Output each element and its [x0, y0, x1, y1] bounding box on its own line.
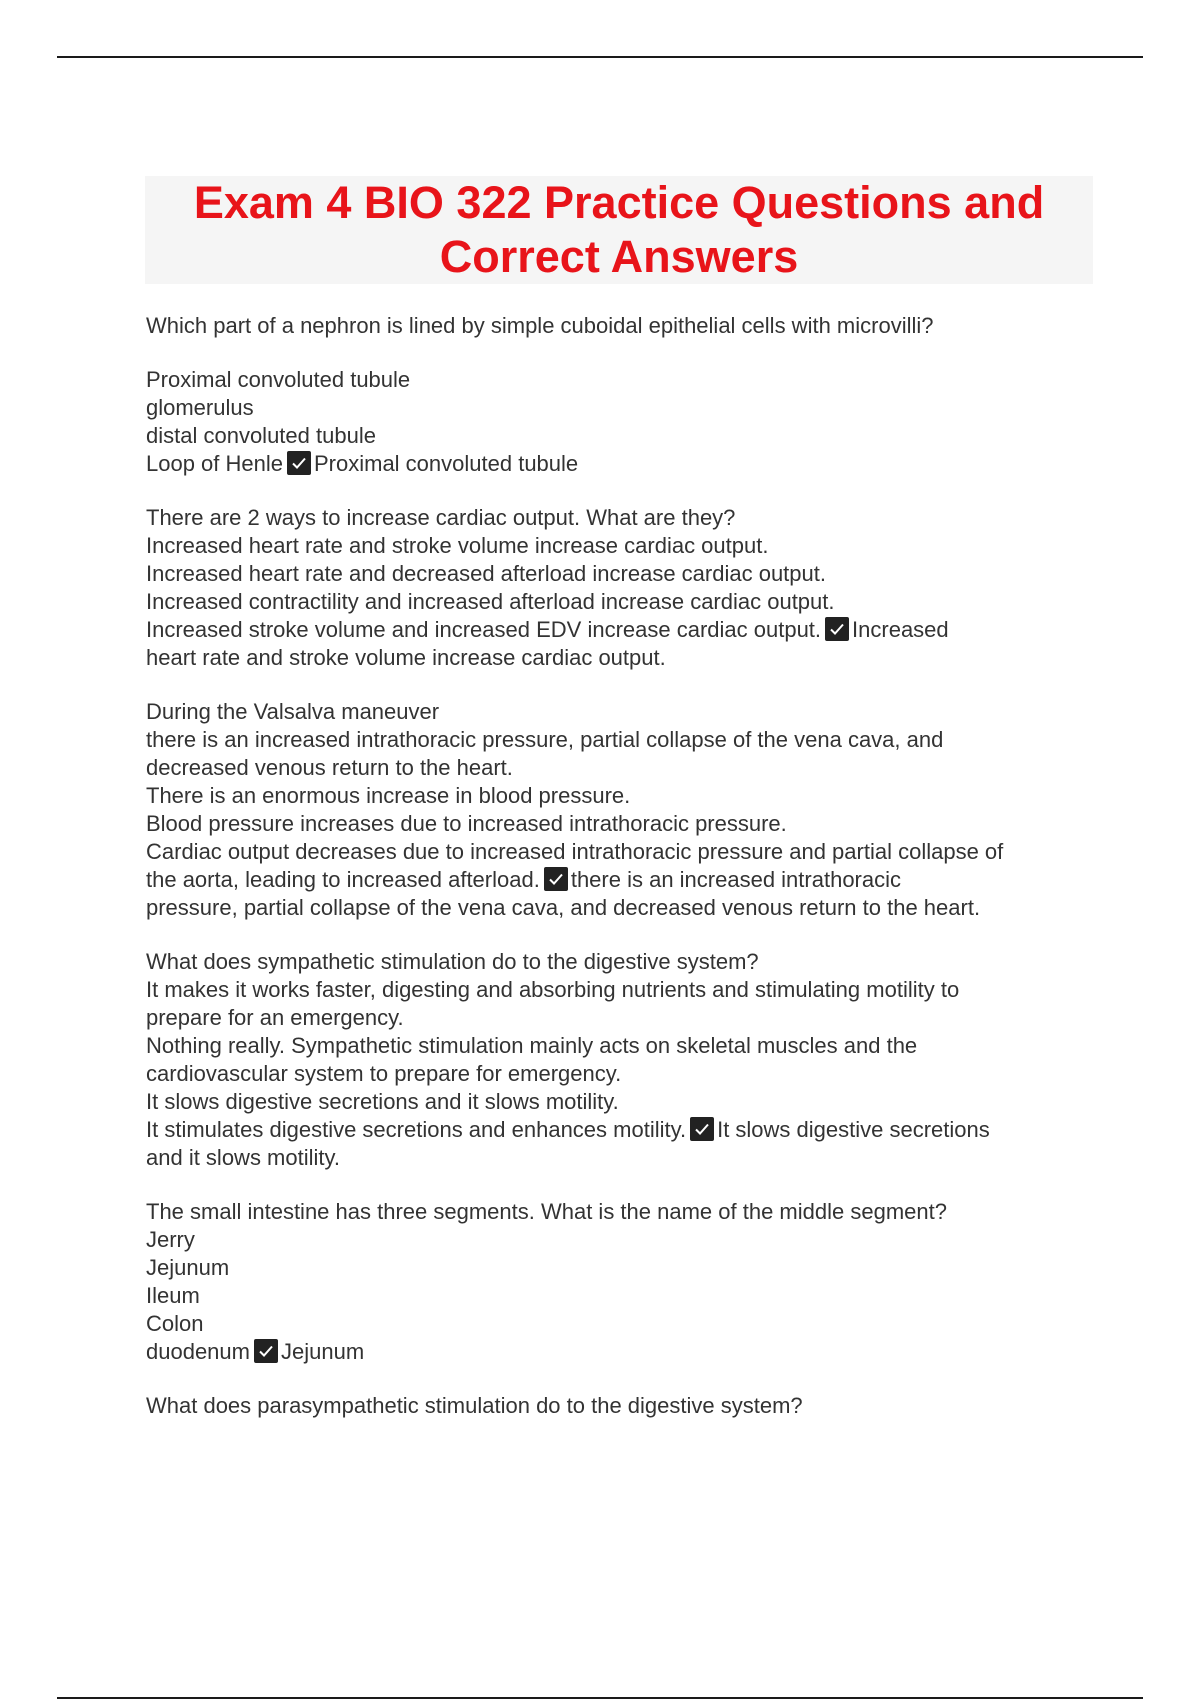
checkmark-icon [690, 1117, 714, 1141]
q2-option-3: Increased contractility and increased afterload increase cardiac output. [146, 589, 835, 614]
title-line-1: Exam 4 BIO 322 Practice Questions and [193, 177, 1045, 228]
q3-option-1b: decreased venous return to the heart. [146, 755, 513, 780]
q2-answer-part-2: heart rate and stroke volume increase cardiac output. [146, 645, 666, 670]
q2-option-2: Increased heart rate and decreased afterload increase cardiac output. [146, 561, 826, 586]
q4-option-4-with-answer [146, 1116, 1096, 1144]
question-4: What does sympathetic stimulation do to the digestive system? [146, 949, 759, 974]
q5-option-4: Colon [146, 1311, 204, 1336]
checkmark-icon [287, 451, 311, 475]
header-rule [57, 56, 1143, 58]
title-banner [145, 176, 1093, 284]
q5-option-1: Jerry [146, 1227, 195, 1252]
q4-option-1a: It makes it works faster, digesting and absorbing nutrients and stimulating motility to [146, 977, 960, 1002]
q4-option-2a: Nothing really. Sympathetic stimulation mainly acts on skeletal muscles and the [146, 1033, 918, 1058]
q3-option-1a: there is an increased intrathoracic pressure, partial collapse of the vena cava, and [146, 727, 944, 752]
q5-option-5: duodenum [146, 1339, 250, 1364]
checkmark-icon [254, 1339, 278, 1363]
q3-answer-part-2: pressure, partial collapse of the vena cava, and decreased venous return to the heart. [146, 895, 981, 920]
q1-option-2: glomerulus [146, 395, 254, 420]
footer-rule [57, 1697, 1143, 1699]
q3-answer-part-1: there is an increased intrathoracic [570, 867, 901, 892]
document-title [145, 176, 1093, 284]
q4-option-4: It stimulates digestive secretions and enhances motility. [146, 1117, 687, 1142]
q5-option-5-with-answer [146, 1338, 1096, 1366]
checkmark-icon [544, 867, 568, 891]
q3-option-4a: Cardiac output decreases due to increased intrathoracic pressure and partial collapse of [146, 839, 1004, 864]
q2-option-4: Increased stroke volume and increased EDV increase cardiac output. [146, 617, 822, 642]
q4-option-1b: prepare for an emergency. [146, 1005, 404, 1030]
q3-option-2: There is an enormous increase in blood pressure. [146, 783, 631, 808]
q3-option-4b-with-answer [146, 866, 1096, 894]
q5-answer: Jejunum [280, 1339, 365, 1364]
question-list [146, 312, 1096, 1420]
q4-option-2b: cardiovascular system to prepare for emergency. [146, 1061, 622, 1086]
question-3: During the Valsalva maneuver [146, 699, 440, 724]
question-6: What does parasympathetic stimulation do to the digestive system? [146, 1393, 803, 1418]
q2-option-4-with-answer [146, 616, 1096, 644]
q1-answer: Proximal convoluted tubule [314, 451, 579, 476]
q4-option-3: It slows digestive secretions and it slows motility. [146, 1089, 619, 1114]
q4-answer-part-2: and it slows motility. [146, 1145, 340, 1170]
q2-option-1: Increased heart rate and stroke volume increase cardiac output. [146, 533, 769, 558]
q5-option-2: Jejunum [146, 1255, 230, 1280]
q3-option-4b: the aorta, leading to increased afterload. [146, 867, 540, 892]
q5-option-3: Ileum [146, 1283, 200, 1308]
q2-answer-part-1: Increased [852, 617, 949, 642]
q4-answer-part-1: It slows digestive secretions [717, 1117, 990, 1142]
q3-option-3: Blood pressure increases due to increased intrathoracic pressure. [146, 811, 787, 836]
question-2: There are 2 ways to increase cardiac output. What are they? [146, 505, 736, 530]
q1-option-3: distal convoluted tubule [146, 423, 376, 448]
question-5: The small intestine has three segments. What is the name of the middle segment? [146, 1199, 947, 1224]
q1-option-4-with-answer [146, 450, 1096, 478]
title-line-2: Correct Answers [439, 231, 799, 282]
q1-option-4: Loop of Henle [146, 451, 283, 476]
question-1: Which part of a nephron is lined by simple cuboidal epithelial cells with microvilli? [146, 313, 934, 338]
q1-option-1: Proximal convoluted tubule [146, 367, 411, 392]
checkmark-icon [825, 617, 849, 641]
